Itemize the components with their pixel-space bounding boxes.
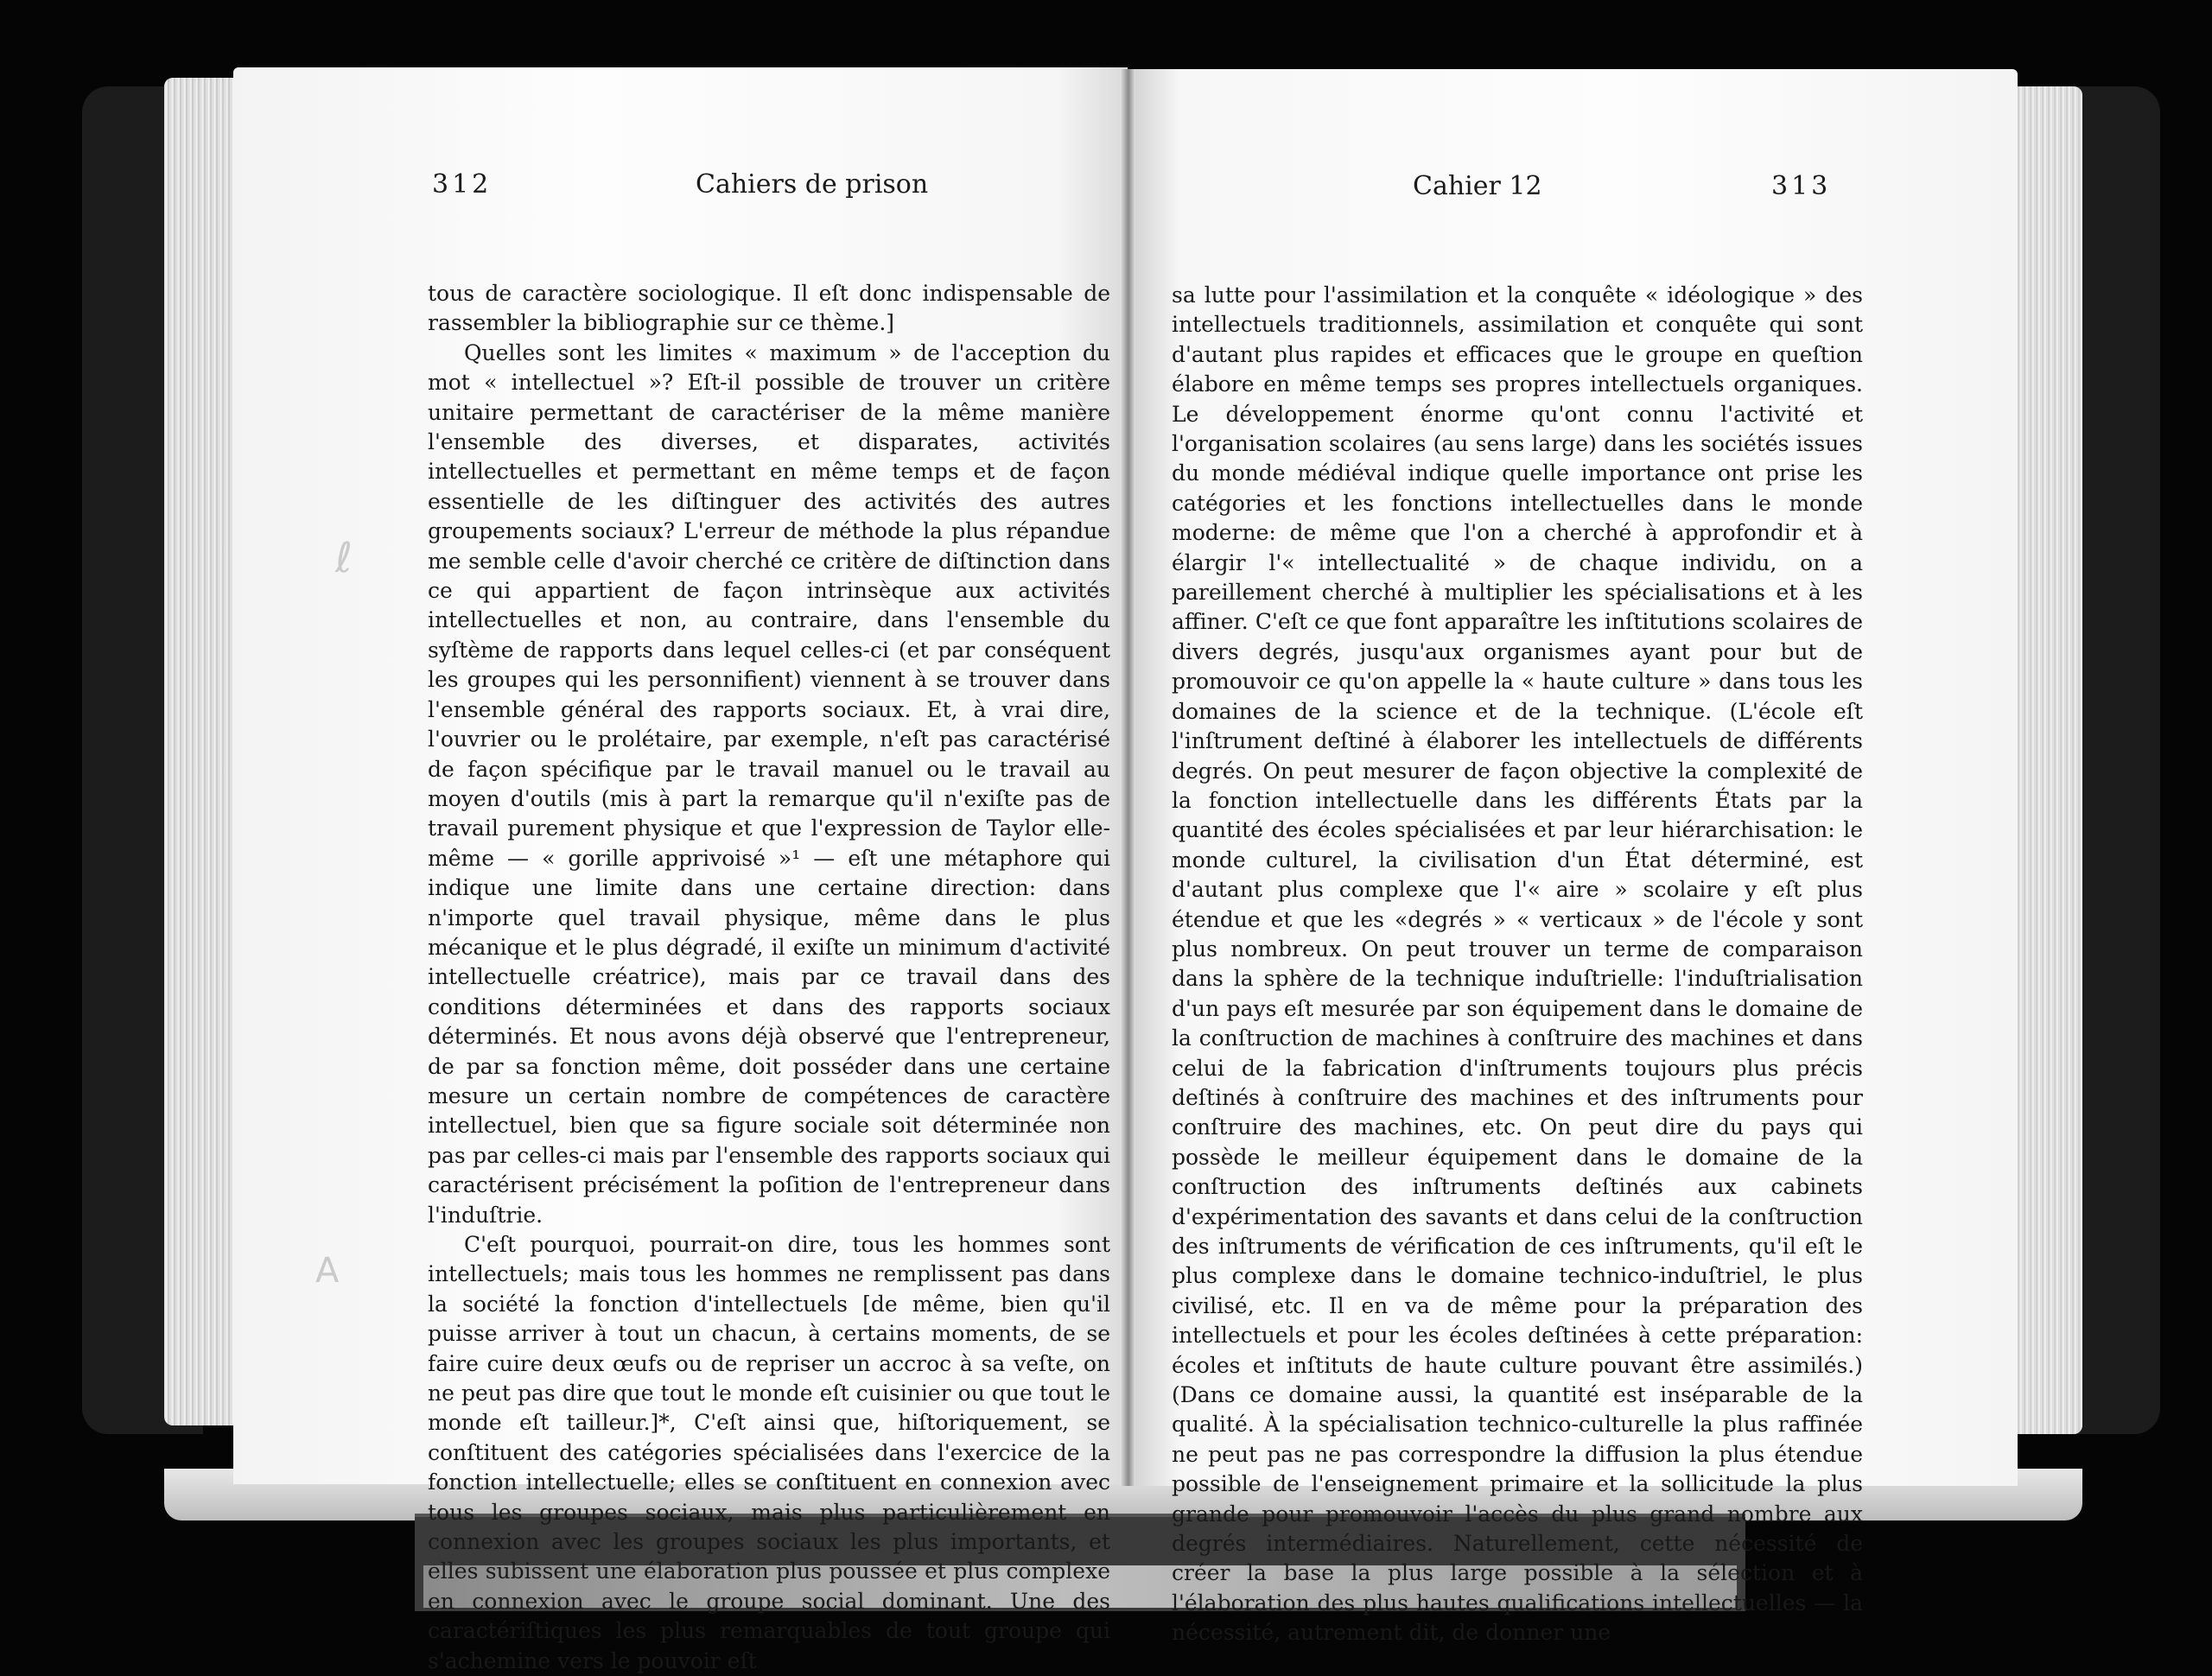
book-gutter xyxy=(1120,69,1135,1486)
left-page xyxy=(233,67,1128,1673)
right-paragraph-1: sa lutte pour l'assimilation et la conquête « idéologique » des intellectuels traditionnels, assimilation et conquête qui sont d'autant plus rapides et efficaces que le groupe en queſtion élabore en même temps ses propres intellectuels organiques. Le développement énorme qu'ont connu l'activité et l'organisation scolaires (au sens large) dans les sociétés issues du monde médiéval indique quelle importance ont prise les catégories et les fonctions intellectuelles dans le monde moderne: de même que l'on a cherché à approfondir et à élargir l'« intellectualité » de chaque individu, on a pareillement cherché à multiplier les spécialisations et à les affiner. C'eſt ce que font apparaître les inſtitutions scolaires de divers degrés, jusqu'aux organismes ayant pour but de promouvoir ce qu'on appelle la « haute culture » dans tous les domaines de la science et de la technique. (L'école eſt l'inſtrument deſtiné à élaborer les intellectuels de différents degrés. On peut mesurer de façon objective la complexité de la fonction intellectuelle dans les différents États par la quantité des écoles spécialisées et par leur hiérarchisation: le monde culturel, la civilisation d'un État déterminé, est d'autant plus complexe que l'« aire » scolaire y eſt plus étendue et que les «degrés » « verticaux » de l'école y sont plus nombreux. On peut trouver un terme de comparaison dans la sphère de la technique induſtrielle: l'induſtrialisation d'un pays eſt mesurée par son équipement dans le domaine de la conſtruction de machines à conſtruire des machines et dans celui de la fabrication d'inſtruments toujours plus précis deſtinés à conſtruire des machines et des inſtruments pour conſtruire des machines, etc. On peut dire du pays qui possède le meilleur équipement dans le domaine de la conſtruction des inſtruments deſtinés aux cabinets d'expérimentation des savants et dans celui de la conſtruction des inſtruments de vérification de ces inſtruments, qu'il eſt le plus complexe dans le domaine technico-induſtriel, le plus civilisé, etc. Il en va de même pour la préparation des intellectuels et pour les écoles deſtinées à cette préparation: écoles et inſtituts de haute culture pouvant être assimilés.) (Dans ce domaine aussi, la quantité est inséparable de la qualité. À la spécialisation technico-culturelle la plus raffinée ne peut pas ne pas correspondre la diffusion la plus étendue possible de l'enseignement primaire et la sollicitude la plus grande pour promouvoir l'accès du plus grand nombre aux degrés intermédiaires. Naturellement, cette nécessité de créer la base la plus large possible à la sélection et à l'élaboration des plus hautes qualifications intellectuelles — la nécessité, autrement dit, de donner une xyxy=(1172,283,1863,1646)
left-page-number: 312 xyxy=(432,169,493,200)
left-paragraph-1: tous de caractère sociologique. Il eſt donc indispensable de rassembler la bibliographie sur ce thème.] xyxy=(428,281,1110,336)
left-page-text xyxy=(428,279,1110,1676)
right-page-text xyxy=(1172,281,1863,1648)
pencil-mark-icon: ℓ xyxy=(335,534,353,582)
pencil-mark-icon: A xyxy=(315,1251,340,1291)
left-paragraph-2: Quelles sont les limites « maximum » de l'acception du mot « intellectuel »? Eſt-il possible de trouver un critère unitaire permettant de caractériser de la même manière l'ensemble des diverses, et disparates, activités intellectuelles et permettant en même temps et de façon essentielle de les diſtinguer des activités des autres groupements sociaux? L'erreur de méthode la plus répandue me semble celle d'avoir cherché ce critère de diſtinction dans ce qui appartient de façon intrinsèque aux activités intellectuelles et non, au contraire, dans l'ensemble du syſtème de rapports dans lequel celles-ci (et par conséquent les groupes qui les personnifient) viennent à se trouver dans l'ensemble général des rapports sociaux. Et, à vrai dire, l'ouvrier ou le prolétaire, par exemple, n'eſt pas caractérisé de façon spécifique par le travail manuel ou le travail au moyen d'outils (mis à part la remarque qu'il n'exiſte pas de travail purement physique et que l'expression de Taylor elle-même — « gorille apprivoisé »¹ — eſt une métaphore qui indique une limite dans une certaine direction: dans n'importe quel travail physique, même dans le plus mécanique et le plus dégradé, il exiſte un minimum d'activité intellectuelle créatrice), mais par ce travail dans des conditions déterminées et dans des rapports sociaux déterminés. Et nous avons déjà observé que l'entrepreneur, de par sa fonction même, doit posséder dans une certaine mesure un certain nombre de compétences de caractère intellectuel, bien que sa figure sociale soit déterminée non pas par celles-ci mais par l'ensemble des rapports sociaux qui caractérisent précisément la poſition de l'entrepreneur dans l'induſtrie. xyxy=(428,340,1110,1228)
left-paragraph-3: C'eſt pourquoi, pourrait-on dire, tous les hommes sont intellectuels; mais tous les hommes ne remplissent pas dans la société la fonction d'intellectuels [de même, bien qu'il puisse arriver à tout un chacun, à certains moments, de se faire cuire deux œufs ou de repriser un accroc à sa veſte, on ne peut pas dire que tout le monde eſt cuisinier ou que tout le monde eſt tailleur.]*, C'eſt ainsi que, hiſtoriquement, se conſtituent des catégories spécialisées dans l'exercice de la fonction intellectuelle; elles se conſtituent en connexion avec tous les groupes sociaux, mais plus particulièrement en connexion avec les groupes sociaux les plus importants, et elles subissent une élaboration plus poussée et plus complexe en connexion avec le groupe social dominant. Une des caractériſtiques les plus remarquables de tout groupe qui s'achemine vers le pouvoir eſt xyxy=(428,1232,1110,1673)
left-running-head: Cahiers de prison xyxy=(696,169,929,200)
right-page-number: 313 xyxy=(1771,171,1832,201)
right-page xyxy=(1128,69,2018,1646)
right-running-head: Cahier 12 xyxy=(1413,171,1542,201)
